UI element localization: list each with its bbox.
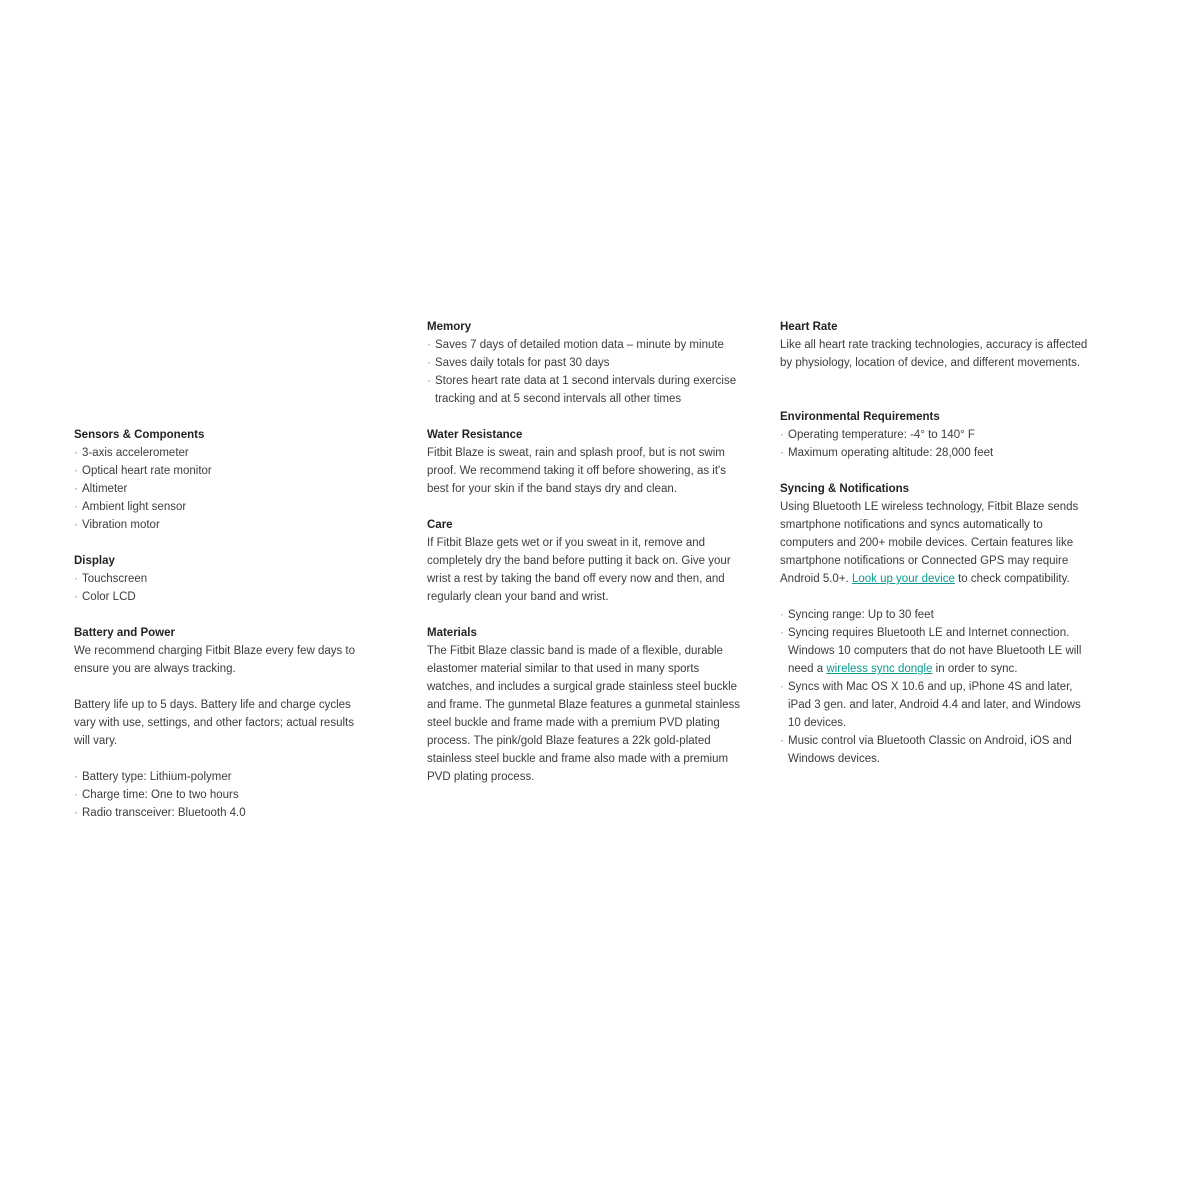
list-item: · Touchscreen	[74, 570, 364, 588]
list-item: · Saves daily totals for past 30 days	[427, 354, 742, 372]
list-item: · Syncs with Mac OS X 10.6 and up, iPhone 4S and later, iPad 3 gen. and later, Android 4.4 and later, and Windows 10 devices.	[780, 678, 1095, 732]
list-item: · Saves 7 days of detailed motion data – minute by minute	[427, 336, 742, 354]
wireless-sync-dongle-link[interactable]: wireless sync dongle	[826, 663, 933, 675]
list-item: · Vibration motor	[74, 516, 364, 534]
display-heading: Display	[74, 555, 115, 567]
list-item: · Optical heart rate monitor	[74, 462, 364, 480]
list-item: · Color LCD	[74, 588, 364, 606]
heart-rate-section	[780, 318, 1095, 372]
sensors-list	[74, 444, 364, 534]
sensors-section	[74, 426, 364, 534]
care-text: If Fitbit Blaze gets wet or if you sweat in it, remove and completely dry the band before putting it back on. Give your wrist a rest by taking the band off every now and then, and regularly clean your band and wrist.	[427, 537, 731, 603]
look-up-device-link[interactable]: Look up your device	[851, 573, 955, 585]
environment-section	[780, 408, 1095, 462]
syncing-section	[780, 480, 1095, 768]
memory-heading: Memory	[427, 321, 472, 333]
environment-heading: Environmental Requirements	[780, 411, 940, 423]
list-item: · Altimeter	[74, 480, 364, 498]
environment-list	[780, 426, 1095, 462]
list-item: · Operating temperature: -4° to 140° F	[780, 426, 1095, 444]
heart-rate-text: Like all heart rate tracking technologies, accuracy is affected by physiology, location of device, and different movements.	[780, 339, 1088, 369]
memory-section	[427, 318, 742, 408]
water-section	[427, 426, 742, 498]
list-item: · Syncing range: Up to 30 feet	[780, 606, 1095, 624]
list-item: · Battery type: Lithium-polymer	[74, 768, 364, 786]
water-text: Fitbit Blaze is sweat, rain and splash proof, but is not swim proof. We recommend taking it off before showering, as it's best for your skin if the band stays dry and clean.	[427, 447, 726, 495]
syncing-list	[780, 606, 1095, 768]
syncing-text-after: to check compatibility.	[954, 573, 1070, 585]
syncing-text-before: Using Bluetooth LE wireless technology, Fitbit Blaze sends smartphone notifications and syncs automatically to computers and 200+ mobile devices. Certain features like smartphone notifications or Connected GPS may require Android 5.0+.	[780, 501, 1079, 585]
battery-paragraph-1: We recommend charging Fitbit Blaze every few days to ensure you are always tracking.	[74, 645, 356, 675]
battery-heading: Battery and Power	[74, 627, 175, 639]
materials-text: The Fitbit Blaze classic band is made of a flexible, durable elastomer material similar to that used in many sports watches, and includes a surgical grade stainless steel buckle and frame. The gunmetal Blaze features a gunmetal stainless steel buckle and frame made with a premium PVD plating process. The pink/gold Blaze features a 22k gold-plated stainless steel buckle and frame also made with a premium PVD plating process.	[427, 645, 741, 783]
left-column	[74, 426, 364, 822]
list-item: · Ambient light sensor	[74, 498, 364, 516]
list-item: · Charge time: One to two hours	[74, 786, 364, 804]
battery-paragraph-2: Battery life up to 5 days. Battery life and charge cycles vary with use, settings, and other factors; actual results will vary.	[74, 699, 354, 747]
right-column	[780, 318, 1095, 768]
care-section	[427, 516, 742, 606]
list-item: · 3-axis accelerometer	[74, 444, 364, 462]
heart-rate-heading: Heart Rate	[780, 321, 838, 333]
water-heading: Water Resistance	[427, 429, 523, 441]
sensors-heading: Sensors & Components	[74, 429, 205, 441]
display-section	[74, 552, 364, 606]
list-item: · Music control via Bluetooth Classic on Android, iOS and Windows devices.	[780, 732, 1095, 768]
list-item: · Stores heart rate data at 1 second intervals during exercise tracking and at 5 second intervals all other times	[427, 372, 742, 408]
memory-list	[427, 336, 742, 408]
materials-section	[427, 624, 742, 786]
list-item: · Radio transceiver: Bluetooth 4.0	[74, 804, 364, 822]
middle-column	[427, 318, 742, 786]
list-item: · Maximum operating altitude: 28,000 feet	[780, 444, 1095, 462]
display-list	[74, 570, 364, 606]
sync-requirement-after: in order to sync.	[932, 663, 1018, 675]
sync-requirement-before: Syncing requires Bluetooth LE and Internet connection. Windows 10 computers that do not have Bluetooth LE will need a	[788, 627, 1082, 675]
syncing-heading: Syncing & Notifications	[780, 483, 910, 495]
syncing-text	[780, 498, 1095, 588]
materials-heading: Materials	[427, 627, 477, 639]
battery-list	[74, 768, 364, 822]
battery-section	[74, 624, 364, 822]
list-item	[780, 624, 1095, 678]
care-heading: Care	[427, 519, 453, 531]
